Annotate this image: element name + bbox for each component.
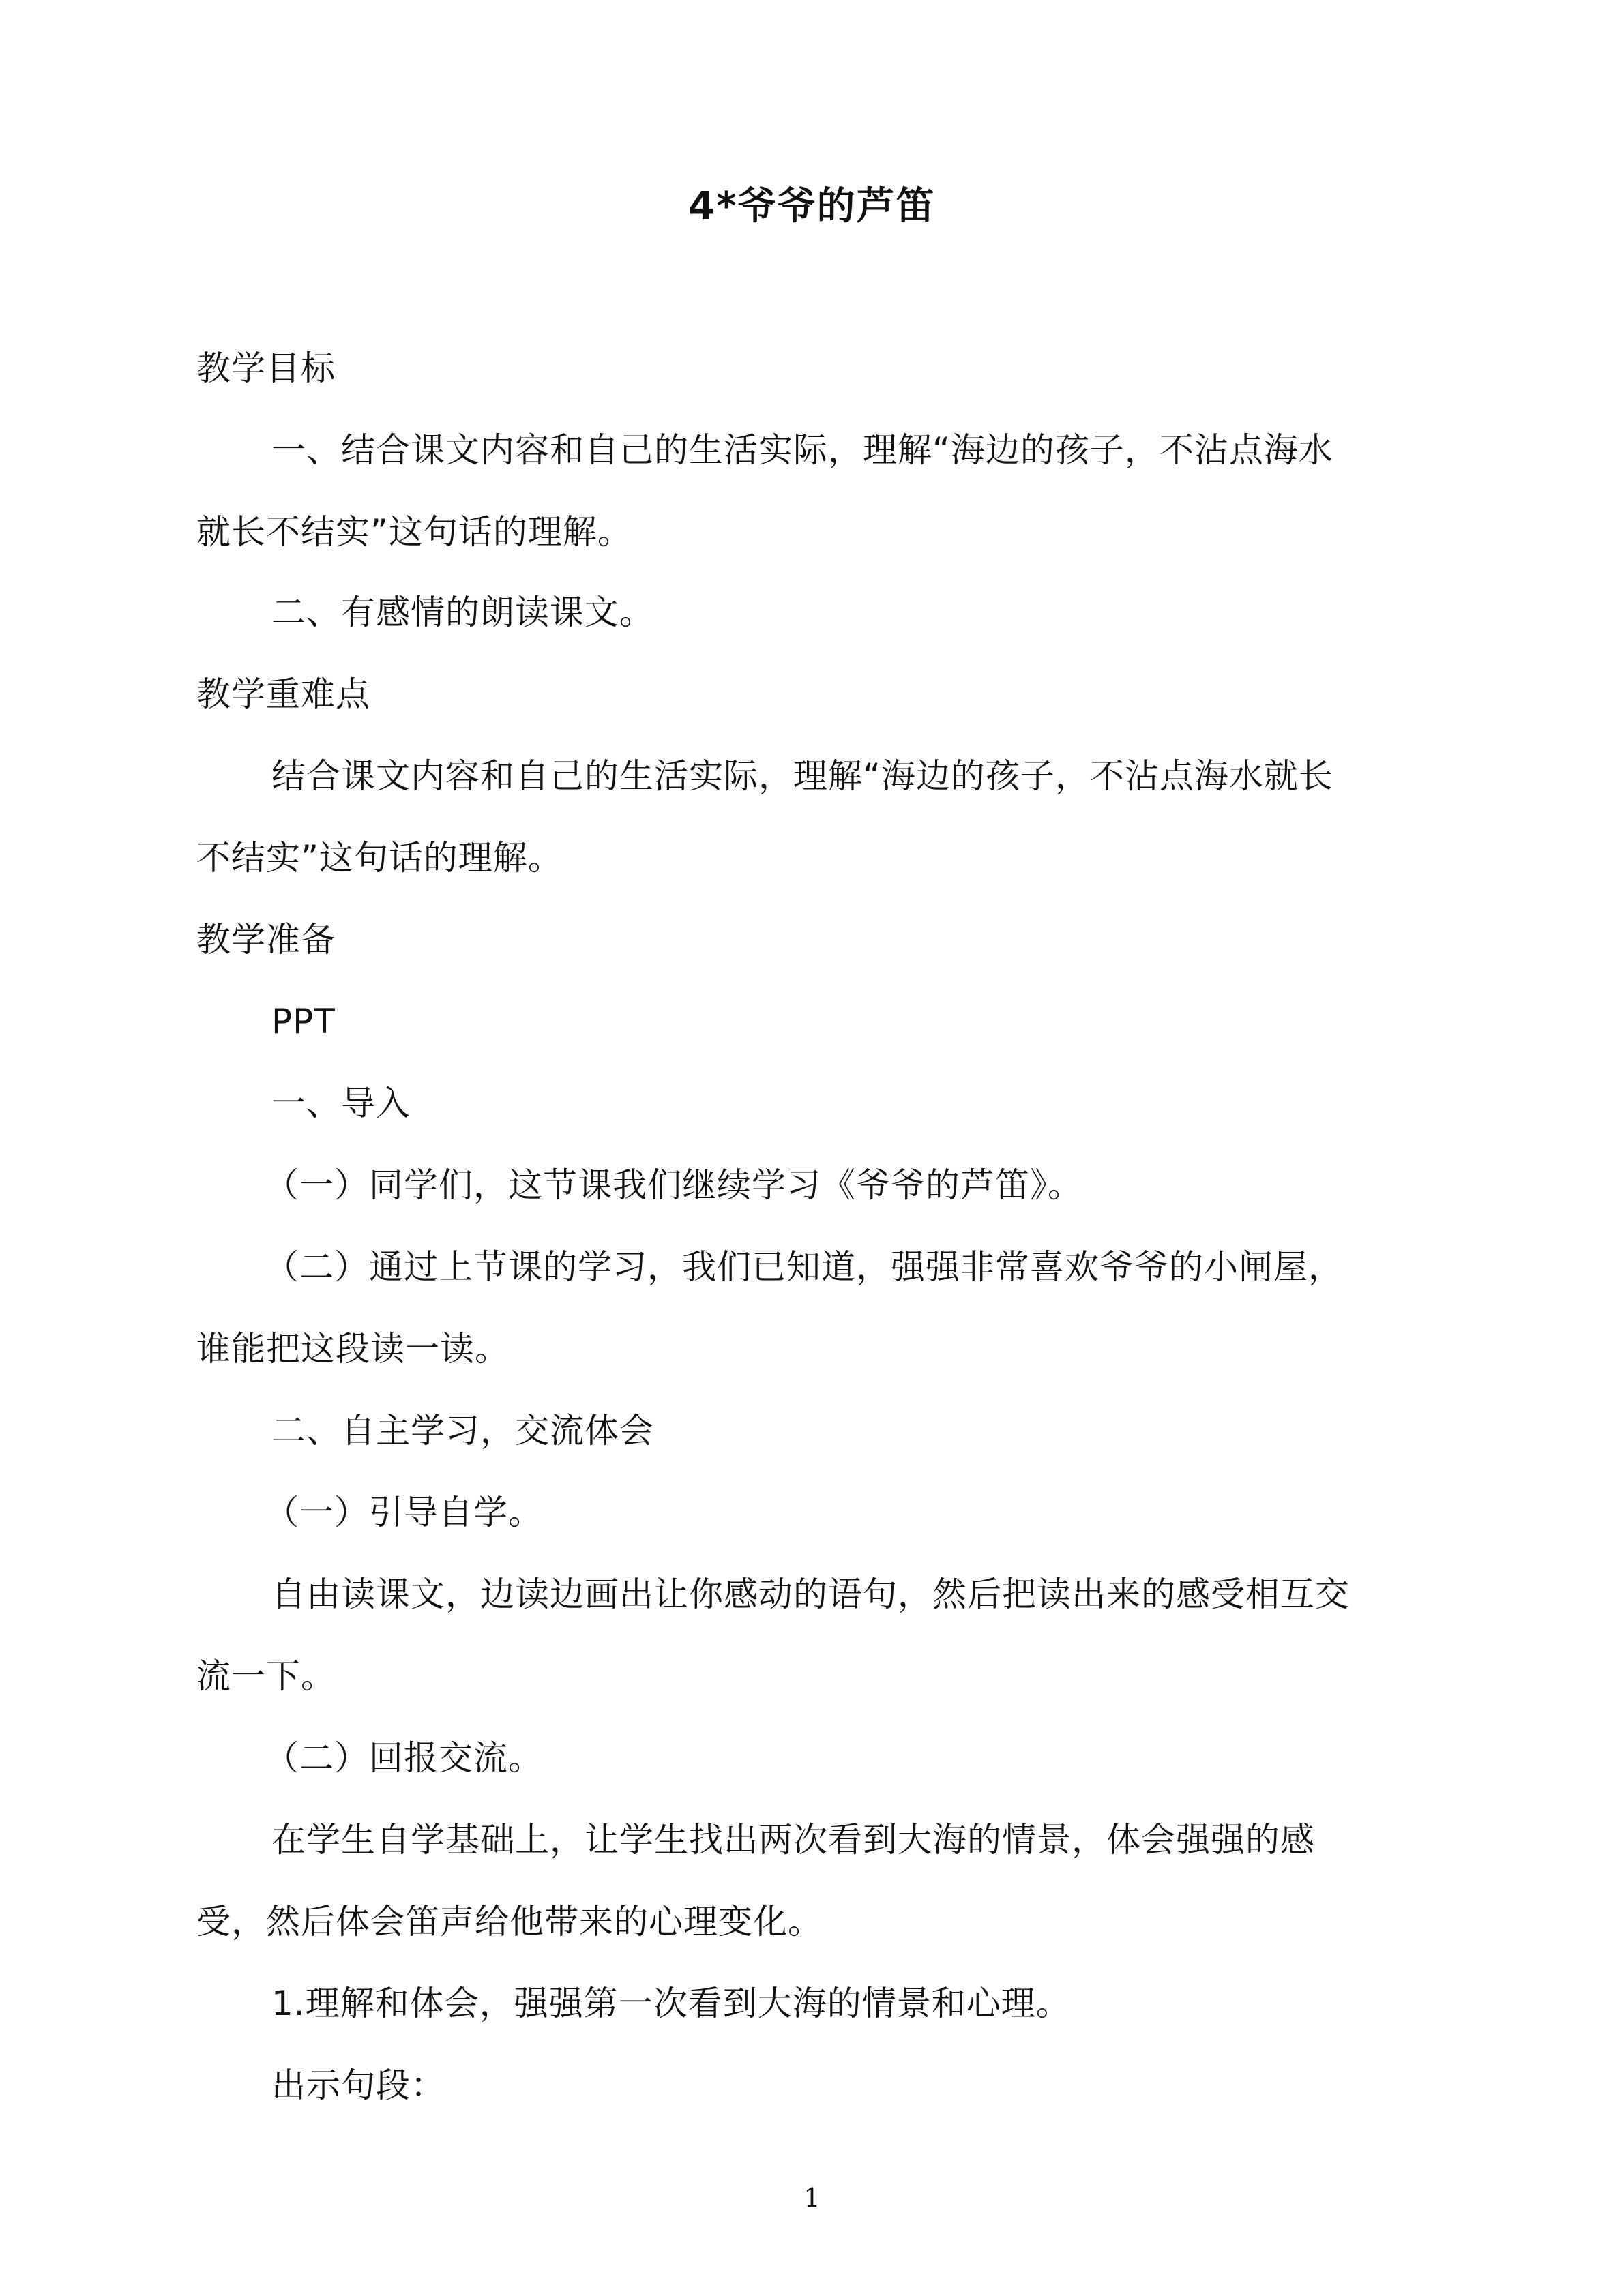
paragraph-line: 结合课文内容和自己的生活实际，理解“海边的孩子，不沾点海水就长	[271, 756, 1333, 796]
paragraph-line: 出示句段：	[271, 2066, 445, 2105]
heading-teaching-goals: 教学目标	[196, 348, 336, 388]
paragraph-line: 就长不结实”这句话的理解。	[196, 512, 632, 552]
paragraph-line: 不结实”这句话的理解。	[196, 838, 563, 878]
section-heading-intro: 一、导入	[271, 1084, 411, 1123]
document-title: 4*爷爷的芦笛	[688, 184, 936, 228]
paragraph-line: 自由读课文，边读边画出让你感动的语句，然后把读出来的感受相互交	[271, 1575, 1350, 1614]
paragraph-line: （一）引导自学。	[265, 1493, 543, 1532]
paragraph-line: 1.理解和体会，强强第一次看到大海的情景和心理。	[271, 1984, 1071, 2023]
paragraph-line: 流一下。	[196, 1656, 336, 1696]
heading-key-points: 教学重难点	[196, 674, 370, 714]
paragraph-line: （二）回报交流。	[265, 1738, 543, 1778]
paragraph-line: 谁能把这段读一读。	[196, 1329, 510, 1369]
paragraph-line: （一）同学们，这节课我们继续学习《爷爷的芦笛》。	[265, 1165, 1082, 1205]
paragraph-line: 受，然后体会笛声给他带来的心理变化。	[196, 1902, 823, 1941]
page-number: 1	[803, 2183, 821, 2213]
paragraph-line: 一、结合课文内容和自己的生活实际，理解“海边的孩子，不沾点海水	[271, 430, 1333, 470]
section-heading-self-study: 二、自主学习，交流体会	[271, 1411, 654, 1450]
paragraph-line: 二、有感情的朗读课文。	[271, 593, 654, 632]
paragraph-line: （二）通过上节课的学习，我们已知道，强强非常喜欢爷爷的小闸屋，	[265, 1247, 1343, 1287]
heading-preparation: 教学准备	[196, 920, 336, 959]
paragraph-line: PPT	[271, 1002, 336, 1041]
paragraph-line: 在学生自学基础上，让学生找出两次看到大海的情景，体会强强的感	[271, 1820, 1315, 1860]
